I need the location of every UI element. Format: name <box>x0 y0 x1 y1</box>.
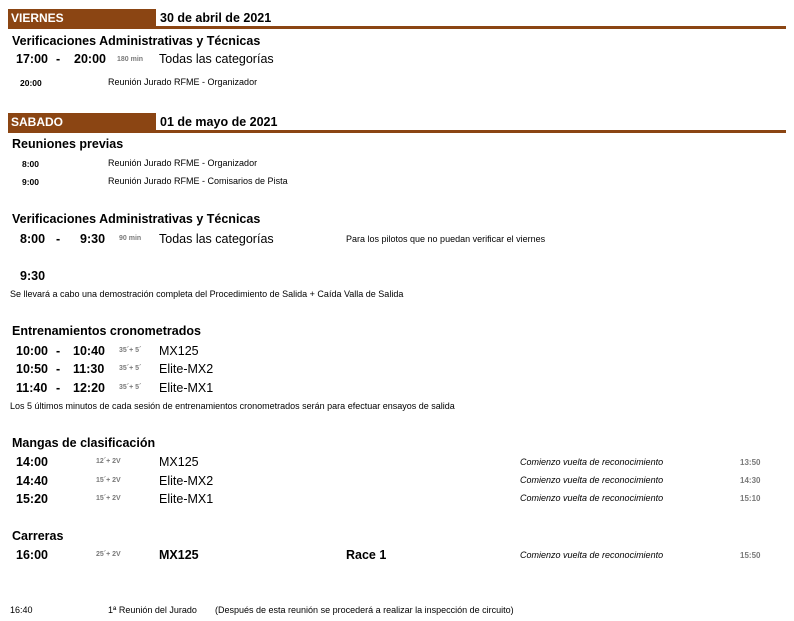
start-time: 14:40 <box>16 474 48 488</box>
day-header-sabado <box>8 113 786 133</box>
time-dash: - <box>56 232 61 246</box>
recon-time: 14:30 <box>740 476 761 485</box>
duration: 35´+ 5´ <box>119 365 142 372</box>
start-time: 8:00 <box>20 232 46 246</box>
meeting-text: Reunión Jurado RFME - Organizador <box>108 158 258 168</box>
meeting-time: 8:00 <box>22 159 40 169</box>
day-label-box <box>8 9 156 29</box>
duration: 25´+ 2V <box>96 551 121 558</box>
start-time: 10:50 <box>16 362 48 376</box>
end-time: 12:20 <box>73 381 105 395</box>
category: Elite-MX1 <box>159 492 214 506</box>
section-title: Reuniones previas <box>12 137 124 151</box>
start-time: 11:40 <box>16 381 48 395</box>
end-time: 20:00 <box>74 52 106 66</box>
section-title: Carreras <box>12 529 64 543</box>
category: Todas las categorías <box>159 232 274 246</box>
category: Elite-MX2 <box>159 362 214 376</box>
section-title: Verificaciones Administrativas y Técnicas <box>12 212 261 226</box>
day-date: 30 de abril de 2021 <box>160 11 272 25</box>
category: Elite-MX1 <box>159 381 214 395</box>
time-dash: - <box>56 362 61 376</box>
demo-text: Se llevará a cabo una demostración completa del Procedimiento de Salida + Caída Valla de Salida <box>10 289 404 299</box>
day-name: SABADO <box>11 115 64 129</box>
section-title: Mangas de clasificación <box>12 436 156 450</box>
section-title: Entrenamientos cronometrados <box>12 324 201 338</box>
note: Para los pilotos que no puedan verificar el viernes <box>346 234 546 244</box>
duration: 35´+ 5´ <box>119 384 142 391</box>
recon-text: Comienzo vuelta de reconocimiento <box>520 493 664 503</box>
section-title: Verificaciones Administrativas y Técnicas <box>12 34 261 48</box>
final-time: 16:40 <box>10 605 33 615</box>
start-time: 15:20 <box>16 492 48 506</box>
day-divider <box>156 26 786 29</box>
day-label-box <box>8 113 156 133</box>
final-text: 1ª Reunión del Jurado <box>108 605 197 615</box>
duration: 15´+ 2V <box>96 495 121 502</box>
recon-text: Comienzo vuelta de reconocimiento <box>520 457 664 467</box>
day-name: VIERNES <box>11 11 64 25</box>
day-divider <box>156 130 786 133</box>
final-note: (Después de esta reunión se procederá a realizar la inspección de circuito) <box>215 605 514 615</box>
meeting-time: 20:00 <box>20 78 42 88</box>
end-time: 9:30 <box>80 232 106 246</box>
note: Los 5 últimos minutos de cada sesión de entrenamientos cronometrados serán para efectuar ensayos de salida <box>10 401 455 411</box>
meeting-text: Reunión Jurado RFME - Organizador <box>108 77 258 87</box>
duration: 15´+ 2V <box>96 477 121 484</box>
duration: 90 min <box>119 235 142 242</box>
category: MX125 <box>159 455 199 469</box>
time-dash: - <box>56 381 61 395</box>
start-time: 16:00 <box>16 548 48 562</box>
meeting-text: Reunión Jurado RFME - Comisarios de Pista <box>108 176 288 186</box>
time-dash: - <box>56 344 61 358</box>
start-time: 14:00 <box>16 455 48 469</box>
end-time: 10:40 <box>73 344 105 358</box>
category: Todas las categorías <box>159 52 274 66</box>
category: Elite-MX2 <box>159 474 214 488</box>
meeting-time: 9:00 <box>22 177 40 187</box>
recon-text: Comienzo vuelta de reconocimiento <box>520 475 664 485</box>
recon-time: 15:50 <box>740 551 761 560</box>
demo-time: 9:30 <box>20 269 46 283</box>
end-time: 11:30 <box>73 362 105 376</box>
recon-time: 13:50 <box>740 458 761 467</box>
day-header-viernes <box>8 9 786 29</box>
duration: 12´+ 2V <box>96 458 121 465</box>
time-dash: - <box>56 52 61 66</box>
race-label: Race 1 <box>346 548 387 562</box>
start-time: 10:00 <box>16 344 48 358</box>
category: MX125 <box>159 344 199 358</box>
start-time: 17:00 <box>16 52 48 66</box>
day-date: 01 de mayo de 2021 <box>160 115 278 129</box>
duration: 180 min <box>117 56 144 63</box>
duration: 35´+ 5´ <box>119 347 142 354</box>
recon-time: 15:10 <box>740 494 761 503</box>
recon-text: Comienzo vuelta de reconocimiento <box>520 550 664 560</box>
category: MX125 <box>159 548 199 562</box>
